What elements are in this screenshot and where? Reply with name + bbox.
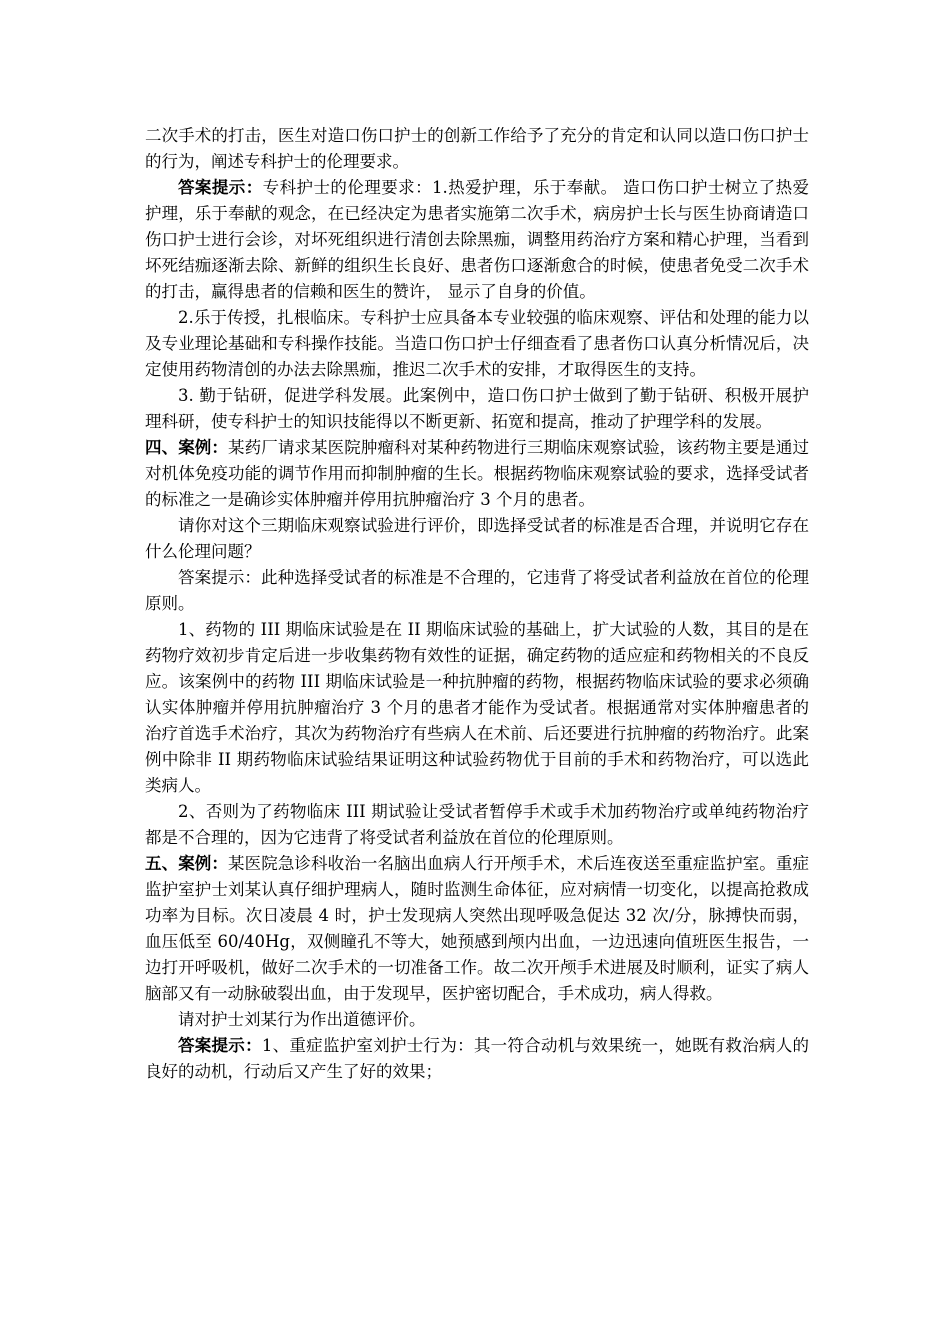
paragraph-heading: 答案提示： — [178, 1036, 262, 1055]
paragraph — [145, 565, 809, 617]
paragraph — [145, 383, 809, 435]
paragraph-text: 2、否则为了药物临床 III 期试验让受试者暂停手术或手术加药物治疗或单纯药物治疗都是不合理的，因为它违背了将受试者利益放在首位的伦理原则。 — [145, 802, 809, 847]
paragraph — [145, 513, 809, 565]
paragraph-heading: 五、案例： — [145, 854, 229, 873]
paragraph-text: 答案提示：此种选择受试者的标准是不合理的，它违背了将受试者利益放在首位的伦理原则。 — [145, 568, 809, 613]
paragraph-text: 请对护士刘某行为作出道德评价。 — [178, 1010, 426, 1029]
paragraph-text: 专科护士的伦理要求：1.热爱护理，乐于奉献。 造口伤口护士树立了热爱护理，乐于奉献的观念，在已经决定为患者实施第二次手术，病房护士长与医生协商请造口伤口护士进行会诊，对坏死组织进行清创去除黑痂，调整用药治疗方案和精心护理，当看到坏死结痂逐渐去除、新鲜的组织生长良好、患者伤口逐渐愈合的时候，使患者免受二次手术的打击，赢得患者的信赖和医生的赞许， 显示了自身的价值。 — [145, 178, 809, 301]
document-page — [145, 123, 809, 1085]
paragraph-text: 1、药物的 III 期临床试验是在 II 期临床试验的基础上，扩大试验的人数，其目的是在药物疗效初步肯定后进一步收集药物有效性的证据，确定药物的适应症和药物相关的不良反应。该案例中的药物 III 期临床试验是一种抗肿瘤的药物，根据药物临床试验的要求必须确认实体肿瘤并停用抗肿瘤治疗 3 个月的患者才能作为受试者。根据通常对实体肿瘤患者的治疗首选手术治疗，其次为药物治疗有些病人在术前、后还要进行抗肿瘤的药物治疗。此案例中除非 II 期药物临床试验结果证明这种试验药物优于目前的手术和药物治疗，可以选此类病人。 — [145, 620, 809, 795]
paragraph — [145, 305, 809, 383]
paragraph — [145, 123, 809, 175]
paragraph-text: 3. 勤于钻研，促进学科发展。此案例中，造口伤口护士做到了勤于钻研、积极开展护理科研，使专科护士的知识技能得以不断更新、拓宽和提高，推动了护理学科的发展。 — [145, 386, 809, 431]
paragraph-text: 某药厂请求某医院肿瘤科对某种药物进行三期临床观察试验，该药物主要是通过对机体免疫功能的调节作用而抑制肿瘤的生长。根据药物临床观察试验的要求，选择受试者的标准之一是确诊实体肿瘤并停用抗肿瘤治疗 3 个月的患者。 — [145, 438, 810, 509]
paragraph-text: 某医院急诊科收治一名脑出血病人行开颅手术，术后连夜送至重症监护室。重症监护室护士刘某认真仔细护理病人，随时监测生命体征，应对病情一切变化，以提高抢救成功率为目标。次日凌晨 4 时，护士发现病人突然出现呼吸急促达 32 次/分，脉搏快而弱，血压低至 60/40Hg，双侧瞳孔不等大，她预感到颅内出血，一边迅速向值班医生报告，一边打开呼吸机，做好二次手术的一切准备工作。故二次开颅手术进展及时顺利，证实了病人脑部又有一动脉破裂出血，由于发现早，医护密切配合，手术成功，病人得救。 — [145, 854, 810, 1003]
paragraph-text: 1、重症监护室刘护士行为：其一符合动机与效果统一，她既有救治病人的良好的动机，行动后又产生了好的效果； — [145, 1036, 810, 1081]
paragraph — [145, 175, 809, 305]
paragraph — [145, 435, 809, 513]
paragraph-text: 请你对这个三期临床观察试验进行评价，即选择受试者的标准是否合理，并说明它存在什么伦理问题？ — [145, 516, 809, 561]
paragraph — [145, 1033, 809, 1085]
paragraph — [145, 799, 809, 851]
paragraph — [145, 617, 809, 799]
paragraph-text: 二次手术的打击，医生对造口伤口护士的创新工作给予了充分的肯定和认同以造口伤口护士的行为，阐述专科护士的伦理要求。 — [145, 126, 809, 171]
paragraph-heading: 答案提示： — [178, 178, 263, 197]
paragraph — [145, 851, 809, 1007]
paragraph-heading: 四、案例： — [145, 438, 229, 457]
paragraph — [145, 1007, 809, 1033]
paragraph-text: 2.乐于传授，扎根临床。专科护士应具备本专业较强的临床观察、评估和处理的能力以及专业理论基础和专科操作技能。当造口伤口护士仔细查看了患者伤口认真分析情况后，决定使用药物清创的办法去除黑痂，推迟二次手术的安排，才取得医生的支持。 — [145, 308, 809, 379]
